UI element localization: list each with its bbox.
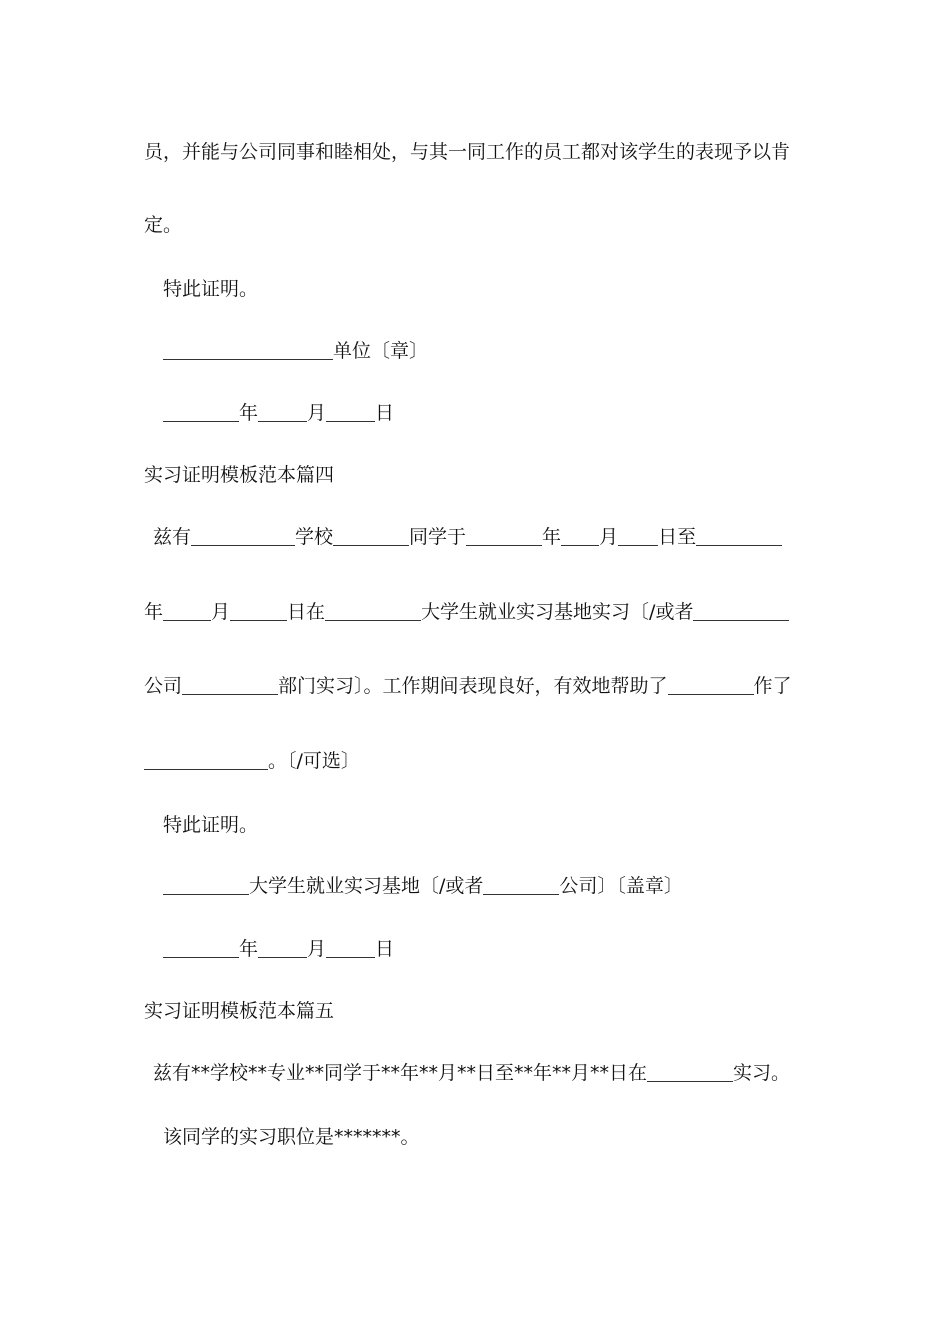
text-fragment: 公司 <box>144 675 183 697</box>
body-line-1 <box>153 525 782 549</box>
blank-field <box>258 403 307 422</box>
text-fragment: 公司〕〔盖章〕 <box>559 875 683 897</box>
blank-field <box>668 676 754 695</box>
blank-field <box>333 527 409 546</box>
blank-field <box>191 527 295 546</box>
text-fragment: 同学于 <box>409 526 467 548</box>
text-fragment: 学校 <box>295 526 334 548</box>
blank-field <box>618 527 658 546</box>
closing-statement: 特此证明。 <box>163 814 259 836</box>
blank-field <box>326 939 375 958</box>
text-fragment: 兹有**学校**专业**同学于**年**月**日至**年**月**日在 <box>153 1062 648 1084</box>
text-fragment: 作了 <box>753 675 792 697</box>
unit-seal-label: 单位〔章〕 <box>333 340 429 362</box>
blank-field <box>163 939 239 958</box>
blank-field <box>466 527 542 546</box>
blank-field <box>230 602 287 621</box>
closing-statement: 特此证明。 <box>163 278 259 300</box>
text-fragment: 月 <box>211 601 231 623</box>
paragraph-continuation-end: 定。 <box>144 214 183 236</box>
blank-field <box>483 876 559 895</box>
blank-field <box>163 403 239 422</box>
month-label: 月 <box>307 402 327 424</box>
blank-field <box>163 341 333 360</box>
text-fragment: 大学生就业实习基地实习〔/或者 <box>421 601 694 623</box>
day-label: 日 <box>375 402 395 424</box>
body-line-2: 该同学的实习职位是*******。 <box>163 1126 420 1148</box>
body-line-4 <box>144 749 360 773</box>
day-label: 日 <box>375 938 395 960</box>
text-fragment: 日至 <box>658 526 697 548</box>
date-line <box>163 937 394 961</box>
section-title: 实习证明模板范本篇四 <box>144 464 335 486</box>
blank-field <box>561 527 599 546</box>
month-label: 月 <box>307 938 327 960</box>
blank-field <box>696 527 782 546</box>
blank-field <box>144 751 268 770</box>
text-fragment: 。〔/可选〕 <box>268 750 360 772</box>
date-line <box>163 401 394 425</box>
text-fragment: 日在 <box>287 601 326 623</box>
blank-field <box>325 602 421 621</box>
blank-field <box>693 602 789 621</box>
text-fragment: 部门实习〕。工作期间表现良好，有效地帮助了 <box>278 675 668 697</box>
text-fragment: 年 <box>144 601 164 623</box>
blank-field <box>163 602 211 621</box>
text-fragment: 年 <box>542 526 562 548</box>
body-line-1 <box>153 1061 790 1085</box>
signature-line <box>163 874 683 898</box>
text-fragment: 大学生就业实习基地〔/或者 <box>249 875 484 897</box>
blank-field <box>258 939 307 958</box>
unit-seal-line <box>163 339 428 363</box>
body-line-3 <box>144 674 792 698</box>
year-label: 年 <box>239 402 259 424</box>
blank-field <box>326 403 375 422</box>
blank-field <box>182 676 278 695</box>
blank-field <box>163 876 249 895</box>
text-fragment: 兹有 <box>153 526 192 548</box>
year-label: 年 <box>239 938 259 960</box>
text-fragment: 月 <box>599 526 619 548</box>
text-fragment: 实习。 <box>733 1062 791 1084</box>
body-line-2 <box>144 600 789 624</box>
blank-field <box>647 1063 733 1082</box>
paragraph-continuation: 员，并能与公司同事和睦相处，与其一同工作的员工都对该学生的表现予以肯 <box>144 141 791 163</box>
section-title: 实习证明模板范本篇五 <box>144 1000 335 1022</box>
